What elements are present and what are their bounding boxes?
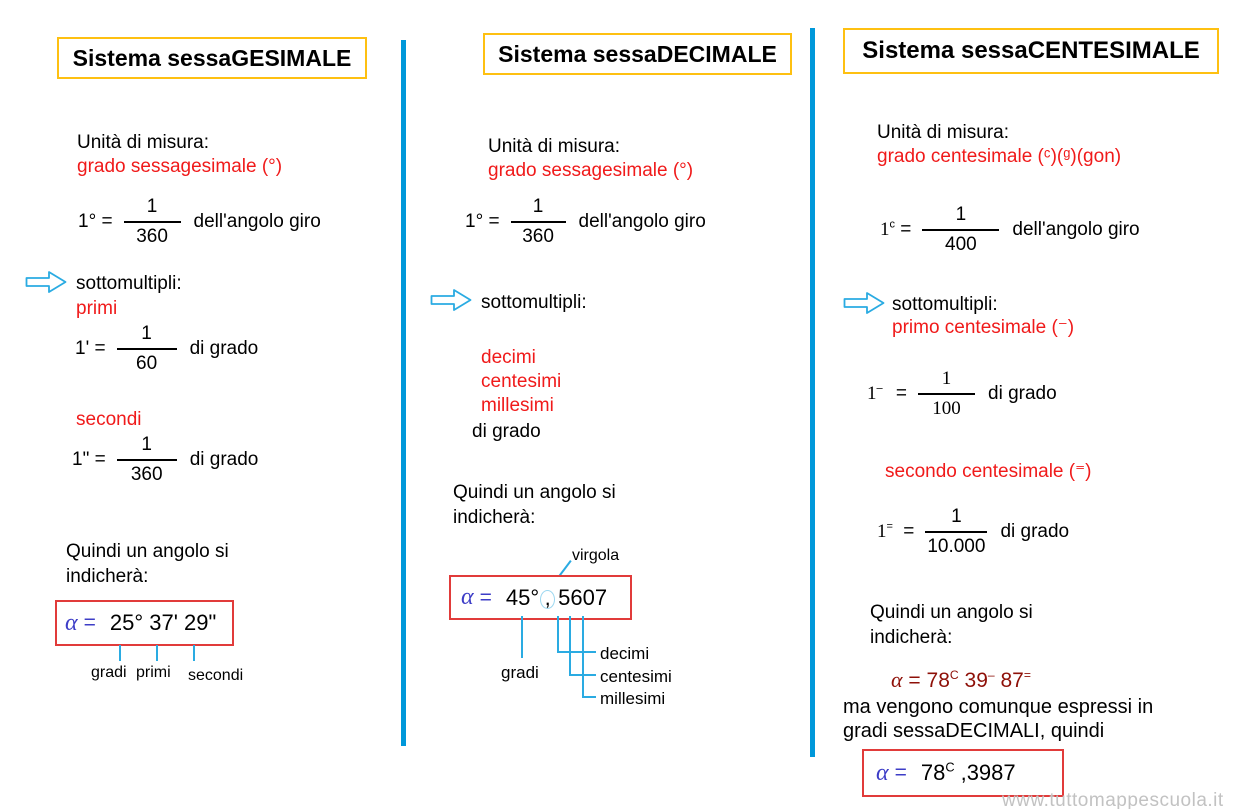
col3-sottomultipli-label: sottomultipli: [892,294,998,315]
col3-quindi-line2: indicherà: [870,627,953,648]
block-arrow-right-icon [843,291,885,315]
col1-quindi-line1: Quindi un angolo si [66,541,229,562]
block-arrow-right-icon [430,288,472,312]
col2-virgola-label: virgola [572,547,620,564]
fraction-denominator: 400 [945,233,977,255]
alpha-symbol: α [65,609,78,636]
eq-lhs-sup: – [876,382,883,395]
eq-lhs: 1" = [72,448,106,470]
connector-line [557,651,596,653]
col1-sub-primi: primi [76,298,118,319]
expr-part [1001,669,1031,692]
col1-label-primi: primi [136,664,171,681]
col3-sub-primo: primo centesimale (⁻) [892,317,1075,338]
col3-title: Sistema sessaCENTESIMALE [862,37,1200,64]
fraction-denominator: 60 [136,352,158,374]
col3-centesimal-expression [891,666,1031,694]
fraction-bar [925,531,987,533]
col3-equation-primo [867,368,1057,420]
col2-title-box [483,33,792,75]
col2-title: Sistema sessaDECIMALE [498,40,777,67]
angle-base [921,760,955,786]
eq-rhs: dell'angolo giro [1012,218,1140,240]
col2-sub-centesimi: centesimi [481,371,562,392]
alpha-symbol: α [461,584,474,610]
expr-base: 78 [926,669,950,692]
fraction [918,368,975,420]
eq-rhs: di grado [189,337,259,359]
connector-line [582,616,584,698]
fraction-numerator: 1 [532,196,544,217]
col2-unit-label: Unità di misura: [488,136,620,157]
connector-line [193,645,195,661]
col1-unit-value: grado sessagesimale (°) [77,156,283,177]
fraction [124,196,181,248]
fraction-denominator: 10.000 [927,535,986,557]
col3-equation-secondo [877,506,1069,558]
fraction-bar [511,221,566,223]
eq-lhs [880,219,911,241]
eq-rhs: di grado [1000,520,1070,542]
angle-whole: 45° [505,584,540,610]
eq-lhs-sup: = [886,520,893,533]
eq-lhs: 1° = [465,210,500,232]
connector-line [569,616,571,676]
expr-base: 39 [964,669,988,692]
col1-unit-label: Unità di misura: [77,132,209,153]
col1-label-secondi: secondi [188,667,244,684]
col2-angle-box [449,575,632,620]
fraction-bar [918,393,975,395]
connector-line [119,645,121,661]
angle-base-number: 78 [920,760,946,785]
connector-line [582,696,596,698]
col2-label-gradi: gradi [501,663,539,682]
eq-rhs: di grado [988,382,1057,404]
connector-line [521,616,523,658]
eq-lhs: 1° = [78,210,113,232]
fraction-denominator: 360 [130,463,163,485]
angle-sup: C [945,759,955,775]
col1-angle-box [55,600,234,646]
fraction [511,196,566,248]
col3-sub-secondo: secondo centesimale (⁼) [885,461,1092,482]
expr-part [965,669,995,692]
col3-equation-degree [880,204,1140,256]
alpha-symbol: α [876,759,889,786]
col1-quindi-line2: indicherà: [66,566,149,587]
angle-decimals: 5607 [558,584,608,610]
col2-equation-degree [465,196,706,248]
column-divider-2 [810,28,815,757]
fraction-numerator: 1 [951,506,962,527]
col2-label-centesimi: centesimi [600,667,672,686]
col3-note-line2: gradi sessaDECIMALI, quindi [843,720,1105,742]
fraction-bar [117,459,177,461]
col1-equation-secondi [72,434,258,486]
comma-wrap [539,585,556,611]
eq-lhs [877,521,914,543]
fraction-numerator: 1 [941,368,952,389]
col1-equation-degree [78,196,321,248]
expr-sup: = [1023,668,1031,682]
fraction-denominator: 100 [932,397,961,419]
col3-title-box [843,28,1219,74]
col2-unit-value: grado sessagesimale (°) [488,160,694,181]
col1-label-gradi: gradi [91,664,127,681]
connector-line [156,645,158,661]
fraction [117,323,177,375]
fraction-denominator: 360 [136,225,168,247]
col2-sottomultipli-label: sottomultipli: [481,292,587,313]
fraction-bar [922,229,999,231]
eq-lhs-base: 1 [877,520,887,542]
col2-quindi-line1: Quindi un angolo si [453,482,616,503]
eq-rhs: di grado [189,448,259,470]
eq-lhs-sup: c [889,218,896,231]
block-arrow-right-icon [25,270,67,294]
equals-sign: = [83,611,96,634]
col3-note-line1: ma vengono comunque espressi in [843,696,1154,718]
col2-quindi-line2: indicherà: [453,507,536,528]
eq-lhs-base: 1 [867,382,877,404]
fraction-bar [124,221,181,223]
fraction [117,434,177,486]
fraction-numerator: 1 [141,323,152,344]
col3-unit-label: Unità di misura: [877,122,1009,143]
eq-lhs-base: 1 [880,218,890,240]
comma-circle-icon [540,590,555,609]
col2-sub-millesimi: millesimi [481,395,554,416]
equals-sign: = [894,761,907,784]
col2-sub-suffix: di grado [472,421,541,442]
expr-sup: – [987,668,995,682]
col2-label-millesimi: millesimi [600,689,666,708]
angle-decimals: ,3987 [960,760,1016,785]
col1-sottomultipli-label: sottomultipli: [76,273,182,294]
connector-line [569,674,596,676]
fraction-numerator: 1 [141,434,152,455]
col1-title-box [57,37,367,79]
fraction [922,204,999,256]
connector-line [557,616,559,653]
equals-sign: = [479,585,492,609]
col3-unit-value: grado centesimale (ᶜ)(ᵍ)(gon) [877,146,1122,167]
expr-sup: C [949,668,959,682]
equals-sign: = [900,218,912,240]
col1-title: Sistema sessaGESIMALE [72,44,352,71]
equals-sign: = [895,382,908,404]
eq-lhs [867,383,907,405]
eq-rhs: dell'angolo giro [193,210,321,232]
eq-lhs: 1' = [75,337,106,359]
expr-part [927,669,959,692]
alpha-symbol: α [891,667,903,692]
column-divider-1 [401,40,406,746]
col2-label-decimi: decimi [600,644,650,663]
watermark: www.tuttomappescuola.it [1002,790,1224,809]
col1-equation-primi [75,323,258,375]
comma: , [544,584,551,610]
fraction-bar [117,348,177,350]
col1-sub-secondi: secondi [76,409,142,430]
equals-sign: = [903,520,915,542]
eq-rhs: dell'angolo giro [578,210,706,232]
equals-sign: = [908,669,921,692]
col3-quindi-line1: Quindi un angolo si [870,602,1033,623]
expr-base: 87 [1000,669,1024,692]
fraction-numerator: 1 [955,204,967,225]
col2-sub-decimi: decimi [481,347,536,368]
fraction-numerator: 1 [146,196,158,217]
fraction-denominator: 360 [522,225,554,247]
angle-value: 25° 37' 29" [109,610,217,635]
fraction [925,506,987,558]
